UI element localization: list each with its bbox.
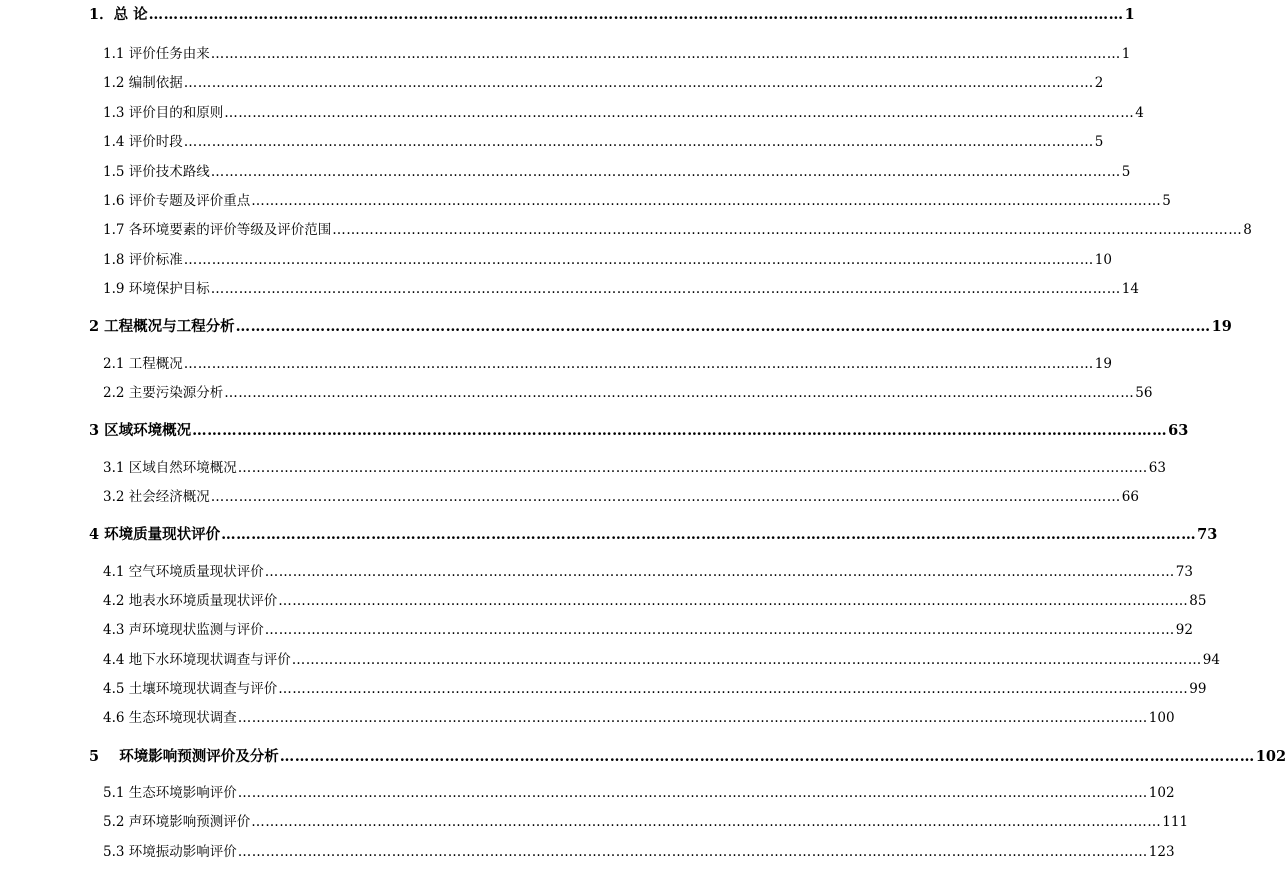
toc-dot-leader: …………………………………………………………………………………………………………………………………………………………………………… bbox=[278, 593, 1189, 609]
toc-section-1-9[interactable] bbox=[103, 281, 1139, 297]
toc-section-4-4[interactable] bbox=[103, 652, 1220, 668]
toc-chapter-4[interactable] bbox=[89, 526, 1218, 543]
toc-dot-leader: …………………………………………………………………………………………………………………………………………………………………………… bbox=[148, 6, 1124, 23]
toc-section-4-1[interactable] bbox=[103, 564, 1193, 580]
toc-section-5-3[interactable] bbox=[103, 844, 1175, 860]
toc-dot-leader: …………………………………………………………………………………………………………………………………………………………………………… bbox=[264, 622, 1175, 638]
toc-dot-leader: …………………………………………………………………………………………………………………………………………………………………………… bbox=[210, 489, 1121, 505]
toc-entry-title: 4.6 生态环境现状调查 bbox=[103, 710, 237, 726]
toc-entry-title: 1.4 评价时段 bbox=[103, 134, 183, 150]
toc-section-2-1[interactable] bbox=[103, 356, 1112, 372]
toc-dot-leader: …………………………………………………………………………………………………………………………………………………………………………… bbox=[224, 385, 1135, 401]
toc-entry-title: 1．总 论 bbox=[89, 6, 148, 23]
toc-entry-page: 73 bbox=[1197, 526, 1218, 543]
toc-entry-title: 2.1 工程概况 bbox=[103, 356, 183, 372]
toc-dot-leader: …………………………………………………………………………………………………………………………………………………………………………… bbox=[183, 252, 1094, 268]
toc-section-4-6[interactable] bbox=[103, 710, 1175, 726]
toc-entry-title: 5.3 环境振动影响评价 bbox=[103, 844, 237, 860]
toc-section-5-1[interactable] bbox=[103, 785, 1175, 801]
toc-entry-title: 4.5 土壤环境现状调查与评价 bbox=[103, 681, 278, 697]
toc-dot-leader: …………………………………………………………………………………………………………………………………………………………………………… bbox=[192, 422, 1168, 439]
toc-entry-title: 2 工程概况与工程分析 bbox=[89, 318, 235, 335]
toc-entry-title: 4.2 地表水环境质量现状评价 bbox=[103, 593, 278, 609]
toc-dot-leader: …………………………………………………………………………………………………………………………………………………………………………… bbox=[237, 844, 1148, 860]
toc-entry-page: 5 bbox=[1162, 193, 1171, 209]
toc-dot-leader: …………………………………………………………………………………………………………………………………………………………………………… bbox=[224, 105, 1135, 121]
toc-entry-page: 102 bbox=[1148, 785, 1175, 801]
toc-entry-title: 1.8 评价标准 bbox=[103, 252, 183, 268]
toc-section-3-2[interactable] bbox=[103, 489, 1139, 505]
toc-entry-title: 4.1 空气环境质量现状评价 bbox=[103, 564, 264, 580]
toc-dot-leader: …………………………………………………………………………………………………………………………………………………………………………… bbox=[183, 134, 1094, 150]
toc-section-1-4[interactable] bbox=[103, 134, 1104, 150]
toc-entry-page: 94 bbox=[1202, 652, 1220, 668]
toc-chapter-5[interactable] bbox=[89, 748, 1286, 765]
toc-chapter-1[interactable] bbox=[89, 6, 1135, 23]
toc-entry-title: 1.6 评价专题及评价重点 bbox=[103, 193, 251, 209]
toc-dot-leader: …………………………………………………………………………………………………………………………………………………………………………… bbox=[332, 222, 1243, 238]
toc-dot-leader: …………………………………………………………………………………………………………………………………………………………………………… bbox=[291, 652, 1202, 668]
toc-dot-leader: …………………………………………………………………………………………………………………………………………………………………………… bbox=[210, 281, 1121, 297]
toc-entry-page: 1 bbox=[1121, 46, 1131, 62]
toc-entry-title: 1.9 环境保护目标 bbox=[103, 281, 210, 297]
toc-section-5-2[interactable] bbox=[103, 814, 1189, 830]
toc-entry-title: 5 环境影响预测评价及分析 bbox=[89, 748, 279, 765]
toc-section-4-2[interactable] bbox=[103, 593, 1207, 609]
toc-entry-page: 5 bbox=[1121, 164, 1131, 180]
toc-entry-page: 19 bbox=[1211, 318, 1232, 335]
toc-section-1-7[interactable] bbox=[103, 222, 1252, 238]
toc-entry-title: 5.2 声环境影响预测评价 bbox=[103, 814, 251, 830]
toc-entry-title: 3 区域环境概况 bbox=[89, 422, 192, 439]
toc-dot-leader: …………………………………………………………………………………………………………………………………………………………………………… bbox=[251, 193, 1162, 209]
toc-entry-title: 4 环境质量现状评价 bbox=[89, 526, 221, 543]
toc-entry-page: 111 bbox=[1162, 814, 1189, 830]
toc-entry-page: 99 bbox=[1189, 681, 1207, 697]
toc-entry-title: 1.2 编制依据 bbox=[103, 75, 183, 91]
toc-entry-title: 1.1 评价任务由来 bbox=[103, 46, 210, 62]
toc-entry-page: 4 bbox=[1135, 105, 1144, 121]
toc-entry-page: 63 bbox=[1148, 460, 1166, 476]
toc-chapter-3[interactable] bbox=[89, 422, 1189, 439]
toc-section-1-2[interactable] bbox=[103, 75, 1104, 91]
toc-section-3-1[interactable] bbox=[103, 460, 1166, 476]
toc-dot-leader: …………………………………………………………………………………………………………………………………………………………………………… bbox=[251, 814, 1162, 830]
toc-entry-title: 5.1 生态环境影响评价 bbox=[103, 785, 237, 801]
toc-dot-leader: …………………………………………………………………………………………………………………………………………………………………………… bbox=[235, 318, 1211, 335]
toc-entry-page: 19 bbox=[1094, 356, 1112, 372]
toc-entry-page: 102 bbox=[1255, 748, 1286, 765]
toc-chapter-2[interactable] bbox=[89, 318, 1232, 335]
toc-section-4-3[interactable] bbox=[103, 622, 1193, 638]
toc-section-1-8[interactable] bbox=[103, 252, 1112, 268]
toc-dot-leader: …………………………………………………………………………………………………………………………………………………………………………… bbox=[210, 46, 1121, 62]
toc-entry-page: 2 bbox=[1094, 75, 1104, 91]
toc-entry-title: 1.3 评价目的和原则 bbox=[103, 105, 224, 121]
toc-entry-title: 3.2 社会经济概况 bbox=[103, 489, 210, 505]
toc-entry-page: 73 bbox=[1175, 564, 1193, 580]
toc-entry-page: 123 bbox=[1148, 844, 1175, 860]
toc-dot-leader: …………………………………………………………………………………………………………………………………………………………………………… bbox=[210, 164, 1121, 180]
toc-entry-page: 1 bbox=[1124, 6, 1135, 23]
toc-entry-title: 4.4 地下水环境现状调查与评价 bbox=[103, 652, 291, 668]
toc-dot-leader: …………………………………………………………………………………………………………………………………………………………………………… bbox=[183, 75, 1094, 91]
toc-entry-page: 10 bbox=[1094, 252, 1112, 268]
toc-entry-page: 56 bbox=[1135, 385, 1153, 401]
toc-entry-page: 66 bbox=[1121, 489, 1139, 505]
toc-dot-leader: …………………………………………………………………………………………………………………………………………………………………………… bbox=[237, 460, 1148, 476]
toc-entry-page: 100 bbox=[1148, 710, 1175, 726]
toc-section-1-1[interactable] bbox=[103, 46, 1131, 62]
toc-entry-page: 63 bbox=[1168, 422, 1189, 439]
toc-dot-leader: …………………………………………………………………………………………………………………………………………………………………………… bbox=[278, 681, 1189, 697]
toc-entry-page: 5 bbox=[1094, 134, 1104, 150]
toc-section-4-5[interactable] bbox=[103, 681, 1207, 697]
toc-section-2-2[interactable] bbox=[103, 385, 1153, 401]
toc-entry-page: 92 bbox=[1175, 622, 1193, 638]
toc-entry-page: 8 bbox=[1243, 222, 1252, 238]
toc-dot-leader: …………………………………………………………………………………………………………………………………………………………………………… bbox=[264, 564, 1175, 580]
toc-entry-title: 3.1 区域自然环境概况 bbox=[103, 460, 237, 476]
toc-section-1-5[interactable] bbox=[103, 164, 1131, 180]
toc-entry-title: 1.7 各环境要素的评价等级及评价范围 bbox=[103, 222, 332, 238]
toc-entry-title: 2.2 主要污染源分析 bbox=[103, 385, 224, 401]
toc-entry-page: 85 bbox=[1189, 593, 1207, 609]
toc-dot-leader: …………………………………………………………………………………………………………………………………………………………………………… bbox=[279, 748, 1255, 765]
toc-dot-leader: …………………………………………………………………………………………………………………………………………………………………………… bbox=[221, 526, 1197, 543]
toc-dot-leader: …………………………………………………………………………………………………………………………………………………………………………… bbox=[237, 785, 1148, 801]
toc-entry-title: 4.3 声环境现状监测与评价 bbox=[103, 622, 264, 638]
toc-section-1-3[interactable] bbox=[103, 105, 1144, 121]
toc-entry-page: 14 bbox=[1121, 281, 1139, 297]
toc-section-1-6[interactable] bbox=[103, 193, 1171, 209]
toc-entry-title: 1.5 评价技术路线 bbox=[103, 164, 210, 180]
toc-dot-leader: …………………………………………………………………………………………………………………………………………………………………………… bbox=[237, 710, 1148, 726]
toc-dot-leader: …………………………………………………………………………………………………………………………………………………………………………… bbox=[183, 356, 1094, 372]
